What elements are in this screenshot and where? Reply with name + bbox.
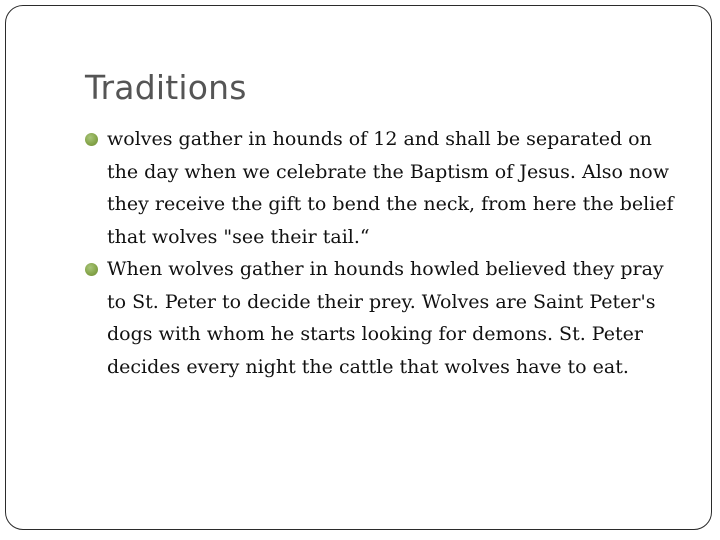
bullet-text: When wolves gather in hounds howled believed they pray to St. Peter to decide their prey. Wolves are Saint Peter's dogs with whom he starts looking for demons. St. Peter decides every night the cattle that wolves have to eat. <box>107 258 664 378</box>
green-dot-icon <box>85 133 98 146</box>
bullet-item <box>85 253 685 383</box>
green-dot-icon <box>85 263 98 276</box>
bullet-list <box>85 123 685 383</box>
bullet-text: wolves gather in hounds of 12 and shall be separated on the day when we celebrate the Baptism of Jesus. Also now they receive the gift to bend the neck, from here the belief that wolves "see their tail.“ <box>107 128 674 248</box>
slide-frame <box>5 5 712 530</box>
slide-title: Traditions <box>85 68 247 107</box>
bullet-item <box>85 123 685 253</box>
